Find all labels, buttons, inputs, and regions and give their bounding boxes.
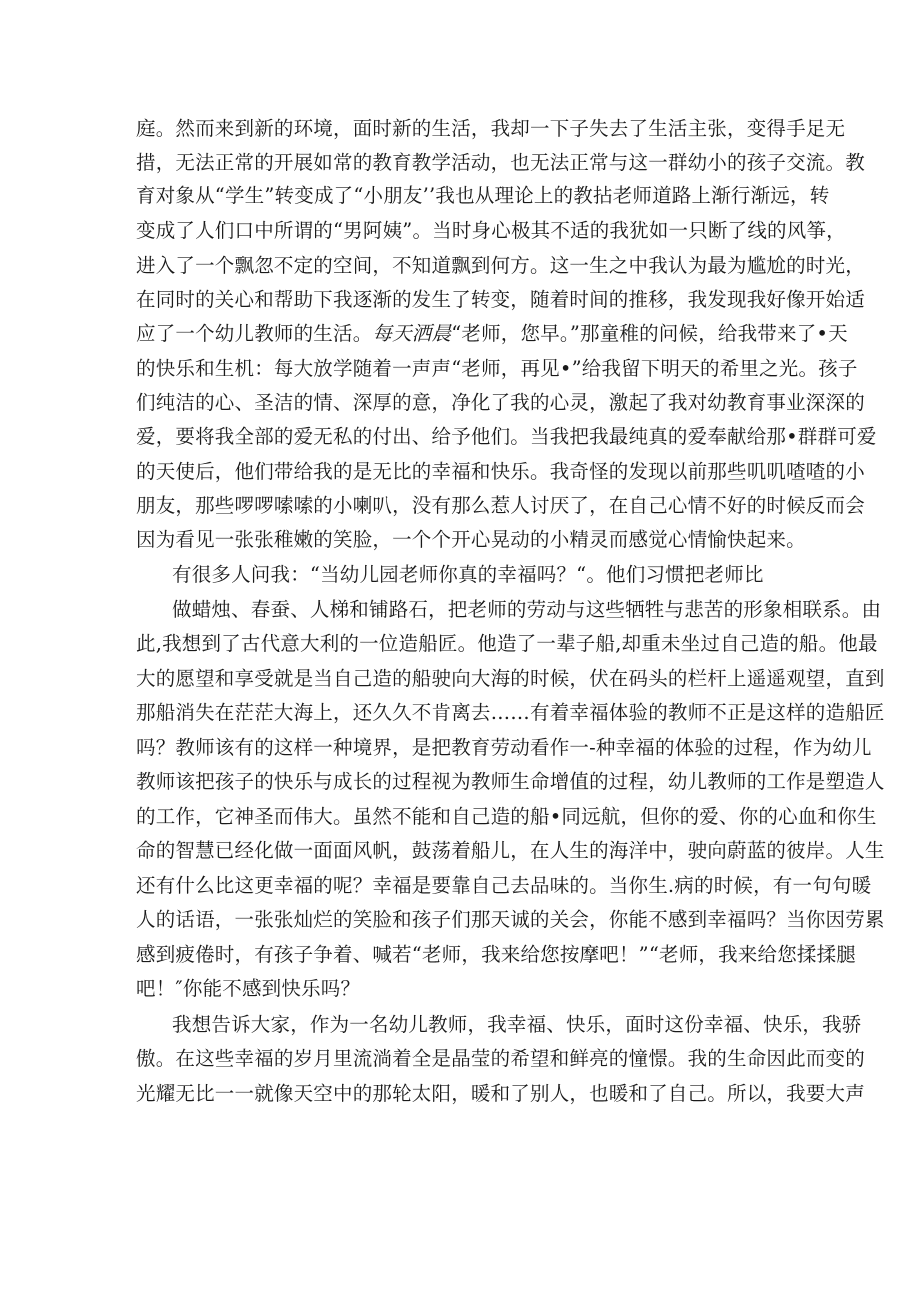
- text-line: 庭。然而来到新的环境，面时新的生活，我却一下子失去了生活主张，变得手足无: [136, 117, 846, 140]
- text-line: 吧！″你能不感到快乐吗？: [136, 977, 361, 1000]
- text-line: 那船消失在茫茫大海上，还久久不肯离去……有着幸福体验的教师不正是这样的造船匠: [136, 701, 885, 724]
- text-span: 应了一个幼儿教师的生活。: [136, 322, 373, 345]
- text-line: 的快乐和生机：每大放学随着一声声“老师，再见•”给我留下明天的希里之光。孩子: [136, 357, 858, 380]
- text-line: 大的愿望和享受就是当自己造的船驶向大海的时候，伏在码头的栏杆上遥遥观望，直到: [136, 667, 885, 690]
- text-line: 此,我想到了古代意大利的一位造船匠。他造了一辈子船,却重未坐过自己造的船。他最: [136, 632, 878, 655]
- italic-text-span: 每天洒晨: [372, 322, 452, 345]
- text-line: 傲。在这些幸福的岁月里流淌着全是晶莹的希望和鲜亮的憧憬。我的生命因此而变的: [136, 1047, 865, 1070]
- text-line: [136, 321, 848, 347]
- text-line: 感到疲倦时，有孩子争着、喊若“老师，我来给您按摩吧！”“老师，我来给您揉揉腿: [136, 943, 857, 966]
- text-line: 还有什么比这更幸福的呢？幸福是要靠自己去品味的。当你生.病的时候，有一句句暖: [136, 874, 872, 897]
- text-line: 因为看见一张张稚嫩的笑脸，一个个开心晃动的小精灵而感觉心情愉快起来。: [136, 528, 806, 551]
- text-line: 的工作，它神圣而伟大。虽然不能和自己造的船•同远航，但你的爱、你的心血和你生: [136, 805, 877, 828]
- text-line: 在同时的关心和帮助下我逐渐的发生了转变，随着时间的推移，我发现我好像开始适: [136, 288, 865, 311]
- text-line: 有很多人问我：“当幼儿园老师你真的幸福吗？“。他们习惯把老师比: [172, 563, 764, 586]
- text-line: 进入了一个飘忽不定的空间，不知道飘到何方。这一生之中我认为最为尴尬的时光，: [136, 254, 865, 277]
- text-line: 人的话语，一张张灿烂的笑脸和孩子们那天诚的关会，你能不感到幸福吗？当你因劳累: [136, 908, 885, 931]
- text-line: 们纯洁的心、圣洁的情、深厚的意，净化了我的心灵，激起了我对幼教育事业深深的: [136, 391, 865, 414]
- text-line: 变成了人们口中所谓的“男阿姨”。当时身心极其不适的我犹如一只断了线的风筝，: [136, 219, 846, 242]
- text-line: 吗？教师该有的这样一种境界，是把教育劳动看作一-种幸福的体验的过程，作为幼儿: [136, 736, 872, 759]
- text-line: 措，无法正常的开展如常的教育教学活动，也无法正常与这一群幼小的孩子交流。教: [136, 151, 865, 174]
- text-line: 我想告诉大家，作为一名幼儿教师，我幸福、快乐，面时这份幸福、快乐，我骄: [172, 1013, 862, 1036]
- text-line: 命的智慧已经化做一面面风帆，鼓荡着船儿，在人生的海洋中，驶向蔚蓝的彼岸。人生: [136, 839, 885, 862]
- text-line: 朋友，那些啰啰嗦嗦的小喇叭，没有那么惹人讨厌了，在自己心情不好的时候反而会: [136, 494, 865, 517]
- text-line: 爱，要将我全部的爱无私的付出、给予他们。当我把我最纯真的爱奉献给那•群群可爱: [136, 425, 877, 448]
- text-line: 教师该把孩子的快乐与成长的过程视为教师生命增值的过程，幼儿教师的工作是塑造人: [136, 770, 885, 793]
- text-line: 的天使后，他们带给我的是无比的幸福和快乐。我奇怪的发现以前那些叽叽喳喳的小: [136, 460, 865, 483]
- text-line: 做蜡烛、春蚕、人梯和铺路石，把老师的劳动与这些牺牲与悲苦的形象相联系。由: [172, 598, 882, 621]
- text-line: 光耀无比一一就像天空中的那轮太阳，暖和了别人，也暖和了自己。所以，我要大声: [136, 1082, 865, 1105]
- text-span: “老师，您早。”那童稚的问候，给我带来了•天: [451, 322, 848, 345]
- text-line: 育对象从“学生”转变成了“小朋友’’我也从理论上的教拈老师道路上渐行渐远，转: [136, 184, 830, 207]
